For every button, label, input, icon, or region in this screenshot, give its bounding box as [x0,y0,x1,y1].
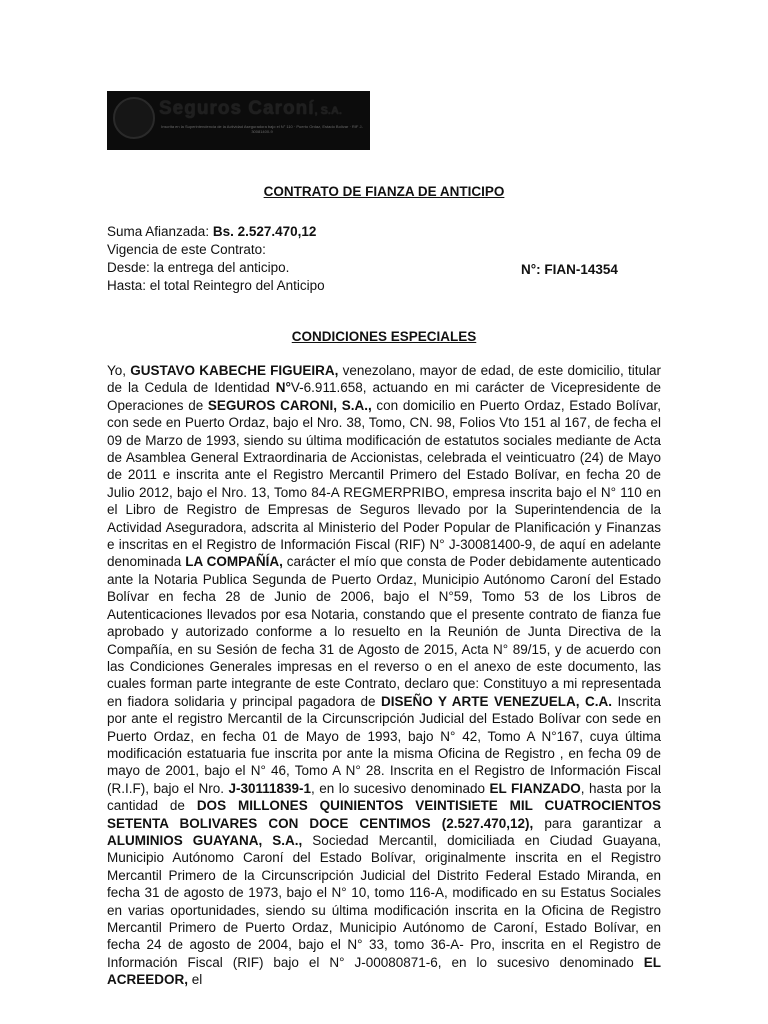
suma-label: Suma Afianzada: [107,224,210,239]
bond-amount: DOS MILLONES QUINIENTOS VEINTISIETE MIL CUATROCIENTOS SETENTA BOLIVARES CON DOCE CENTIMOS (2.527.470,12), [107,798,661,831]
contract-number: N°: FIAN-14354 [521,262,618,277]
logo-subtext: Inscrita en la Superintendencia de la Actividad Aseguradora bajo el N° 110 · Puerto Ordaz, Estado Bolívar · RIF J-30081400-9 [161,124,363,134]
suma-afianzada [107,223,316,241]
guarantor-name: GUSTAVO KABECHE FIGUEIRA, [130,363,339,378]
vigencia-desde: Desde: la entrega del anticipo. [107,260,290,275]
logo-emblem-icon [113,97,155,139]
suma-value: Bs. 2.527.470,12 [212,224,317,239]
contract-body: Yo, GUSTAVO KABECHE FIGUEIRA, venezolano, mayor de edad, de este domicilio, titular de la Cedula de Identidad N°V-6.911.658, actuando en mi carácter de Vicepresidente de Operaciones de SEGUROS CARONI, S.A., con domicilio en Puerto Ordaz, Estado Bolívar, con sede en Puerto Ordaz, bajo el Nro. 38, Tomo, CN. 98, Folios Vto 151 al 167, de fecha el 09 de Marzo de 1993, siendo su última modificación de estatutos sociales mediante de Acta de Asamblea General Extraordinaria de Accionistas, celebrada el veinticuatro (24) de Mayo de 2011 e inscrita ante el Registro Mercantil Primero del Estado Bolívar, en fecha 20 de Julio 2012, bajo el Nro. 13, Tomo 84-A REGMERPRIBO, empresa inscrita bajo el N° 110 en el Libro de Registro de Empresas de Seguros llevado por la Superintendencia de la Actividad Aseguradora, adscrita al Ministerio del Poder Popular de Planificación y Finanzas e inscritas en el Registro de Información Fiscal (RIF) N° J-30081400-9, de aquí en adelante denominada LA COMPAÑÍA, carácter el mío que consta de Poder debidamente autenticado ante la Notaria Publica Segunda de Puerto Ordaz, Municipio Autónomo Caroní del Estado Bolívar en fecha 28 de Junio de 2006, bajo el N°59, Tomo 53 de los Libros de Autenticaciones llevados por esa Notaria, constando que el presente contrato de fianza fue aprobado y autorizado conforme a lo resuelto en la Reunión de Junta Directiva de la Compañía, en su Sesión de fecha 31 de Agosto de 2015, Acta N° 89/15, y de acuerdo con las Condiciones Generales impresas en el reverso o en el anexo de este documento, las cuales forman parte integrante de este Contrato, declaro que: Constituyo a mi representada en fiadora solidaria y principal pagadora de DISEÑO Y ARTE VENEZUELA, C.A. Inscrita por ante el registro Mercantil de la Circunscripción Judicial del Estado Bolívar con sede en Puerto Ordaz, en fecha 01 de Mayo de 1993, bajo N° 42, Tomo A N°167, cuya última modificación estatuaria fue inscrita por ante la misma Oficina de Registro , en fecha 09 de mayo de 2001, bajo el N° 46, Tomo A N° 28. Inscrita en el Registro de Información Fiscal (R.I.F), bajo el Nro. J-30111839-1, en lo sucesivo denominado EL FIANZADO, hasta por la cantidad de DOS MILLONES QUINIENTOS VEINTISIETE MIL CUATROCIENTOS SETENTA BOLIVARES CON DOCE CENTIMOS (2.527.470,12), para garantizar a ALUMINIOS GUAYANA, S.A., Sociedad Mercantil, domiciliada en Ciudad Guayana, Municipio Autónomo Caroní del Estado Bolívar, originalmente inscrita en el Registro Mercantil Primero de la Circunscripción Judicial del Distrito Federal Estado Miranda, en fecha 31 de agosto de 1973, bajo el N° 10, tomo 116-A, modificado en su Estatus Sociales en varias oportunidades, siendo su última modificación inscrita en la Oficina de Registro Mercantil Primero de Puerto Ordaz, Municipio Autónomo de Caroní, Estado Bolívar, en fecha 24 de agosto de 2004, bajo el N° 33, tomo 36-A- Pro, inscrita en el Registro de Información Fiscal (RIF) bajo el N° J-00080871-6, en lo sucesivo denominado EL ACREEDOR, el [107,363,662,988]
vigencia-hasta: Hasta: el total Reintegro del Anticipo [107,278,325,293]
creditor-name: ALUMINIOS GUAYANA, S.A., [107,832,303,848]
company-name: SEGUROS CARONI, S.A., [207,397,372,413]
section-title: CONDICIONES ESPECIALES [291,329,477,344]
bonded-party: DISEÑO Y ARTE VENEZUELA, C.A. [381,693,613,709]
logo-name: Seguros Caroní, S.A. [159,98,342,119]
company-logo [107,91,370,150]
vigencia-label: Vigencia de este Contrato: [107,242,266,257]
document-title: CONTRATO DE FIANZA DE ANTICIPO [263,184,505,199]
